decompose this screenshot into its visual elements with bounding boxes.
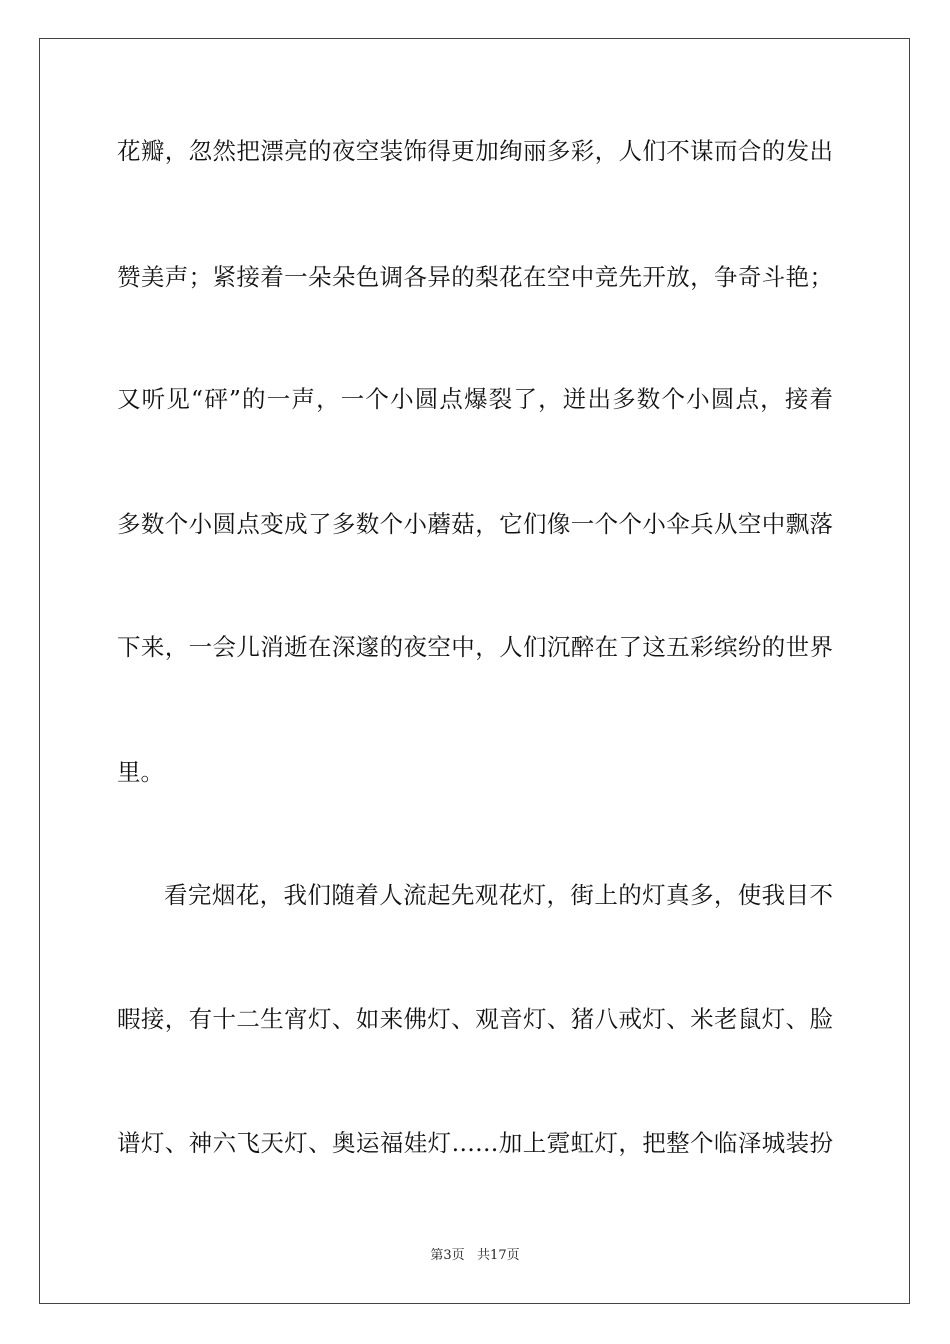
- text-line-4: 多数个小圆点变成了多数个小蘑菇，它们像一个个小伞兵从空中飘落: [117, 510, 833, 538]
- text-line-2: 赞美声；紧接着一朵朵色调各异的梨花在空中竞先开放，争奇斗艳；: [117, 263, 833, 291]
- text-line-5: 下来，一会儿消逝在深邃的夜空中，人们沉醉在了这五彩缤纷的世界: [117, 633, 833, 661]
- text-line-3: 又听见“砰”的一声，一个小圆点爆裂了，迸出多数个小圆点，接着: [117, 385, 833, 413]
- text-line-1: 花瓣，忽然把漂亮的夜空装饰得更加绚丽多彩，人们不谋而合的发出: [117, 137, 833, 165]
- text-line-9: 谱灯、神六飞天灯、奥运福娃灯……加上霓虹灯，把整个临泽城装扮: [117, 1129, 833, 1157]
- text-line-8: 暇接，有十二生宵灯、如来佛灯、观音灯、猪八戒灯、米老鼠灯、脸: [117, 1005, 833, 1033]
- text-line-6: 里。: [117, 758, 164, 786]
- page-number-footer: 第3页 共17页: [430, 1248, 520, 1263]
- paragraph-start-line: 看完烟花，我们随着人流起先观花灯，街上的灯真多，使我目不: [164, 881, 833, 909]
- page-border: [39, 38, 910, 1304]
